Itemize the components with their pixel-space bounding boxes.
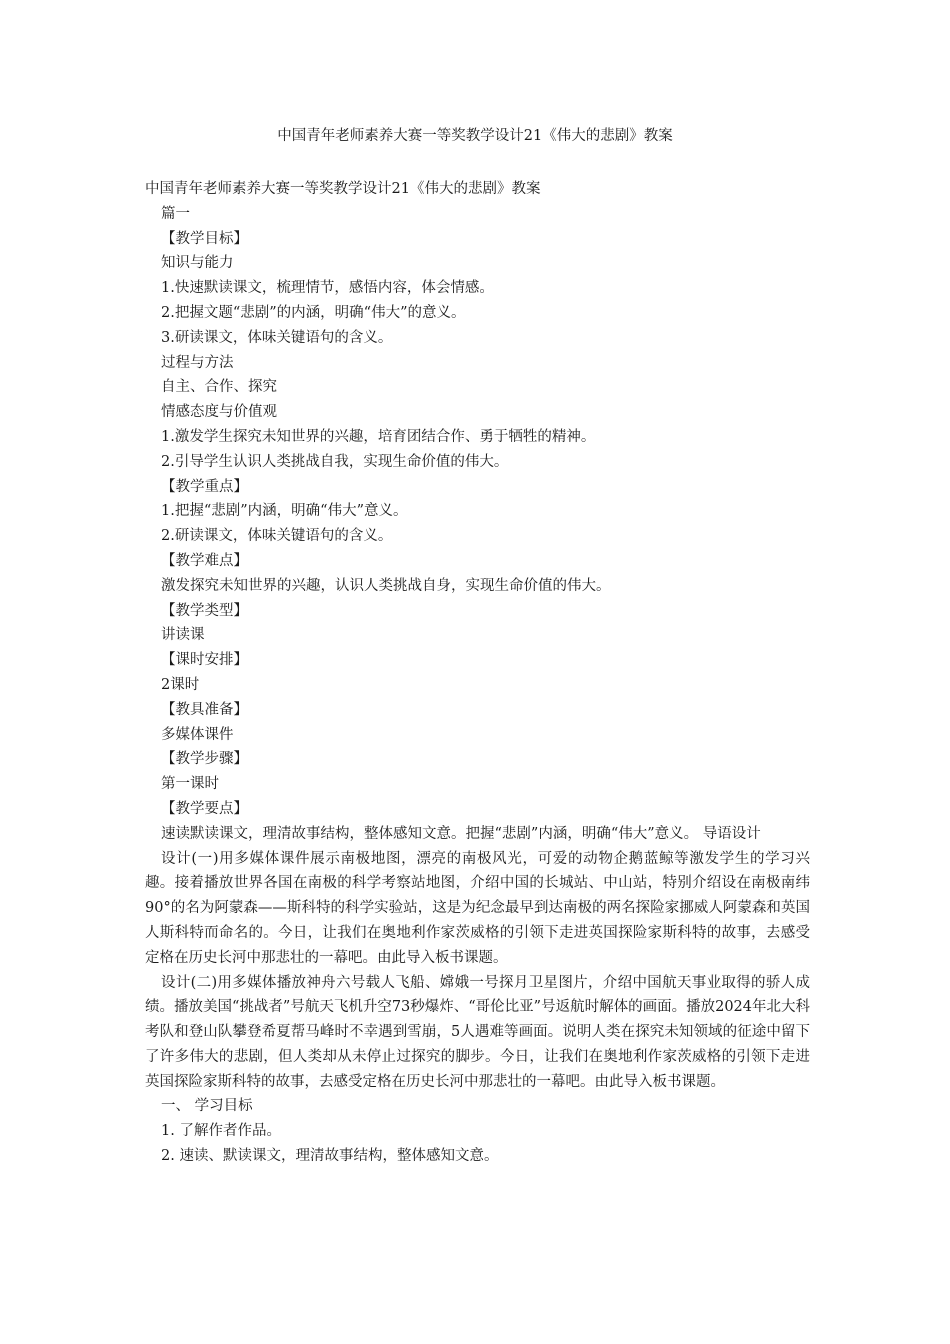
body-line: 过程与方法 [161,354,234,371]
body-line: 篇一 [161,205,190,222]
body-line: 1.把握“悲剧”内涵，明确“伟大”意义。 [161,503,408,520]
body-line: 2课时 [161,676,200,693]
section-heading: 【教学目标】 [161,230,248,247]
section-heading: 【教学难点】 [161,552,248,569]
body-line: 1.激发学生探究未知世界的兴趣，培育团结合作、勇于牺牲的精神。 [161,428,596,445]
body-line: 讲读课 [161,627,205,644]
body-paragraph: 设计(一)用多媒体课件展示南极地图，漂亮的南极风光，可爱的动物企鹅蓝鲸等激发学生的学习兴趣。接着播放世界各国在南极的科学考察站地图，介绍中国的长城站、中山站，特别介绍设在南极南纬90°的名为阿蒙森——斯科特的科学实验站，这是为纪念最早到达南极的两名探险家挪威人阿蒙森和英国人斯科特而命名的。今日，让我们在奥地利作家茨威格的引领下走进英国探险家斯科特的故事，去感受定格在历史长河中那悲壮的一幕吧。由此导入板书课题。 [145,850,810,966]
section-heading: 【教学类型】 [161,602,248,619]
body-line: 自主、合作、探究 [161,379,277,396]
body-line: 2.研读课文，体味关键语句的含义。 [161,528,393,545]
body-line: 2. 速读、默读课文，理清故事结构，整体感知文意。 [161,1148,499,1165]
document-title: 中国青年老师素养大赛一等奖教学设计21《伟大的悲剧》教案 [277,128,673,144]
section-heading: 【教学要点】 [161,800,248,817]
section-heading: 【教具准备】 [161,701,248,718]
body-line: 知识与能力 [161,255,234,272]
body-line: 2.引导学生认识人类挑战自我，实现生命价值的伟大。 [161,453,509,470]
section-heading: 【教学步骤】 [161,751,248,768]
section-heading: 【教学重点】 [161,478,248,495]
body-line: 一、 学习目标 [161,1098,253,1115]
body-line: 1.快速默读课文，梳理情节，感悟内容，体会情感。 [161,280,494,297]
document-body [145,177,810,1169]
body-paragraph: 速读默读课文，理清故事结构，整体感知文意。把握“悲剧”内涵，明确“伟大”意义。 导语设计 [161,825,761,842]
body-line: 第一课时 [161,776,219,793]
body-line: 多媒体课件 [161,726,234,743]
body-line: 激发探究未知世界的兴趣，认识人类挑战自身，实现生命价值的伟大。 [161,577,611,594]
body-heading: 中国青年老师素养大赛一等奖教学设计21《伟大的悲剧》教案 [145,181,541,197]
body-line: 2.把握文题“悲剧”的内涵，明确“伟大”的意义。 [161,304,466,321]
body-line: 情感态度与价值观 [161,404,277,421]
body-line: 3.研读课文，体味关键语句的含义。 [161,329,393,346]
section-heading: 【课时安排】 [161,652,248,669]
body-paragraph: 设计(二)用多媒体播放神舟六号载人飞船、嫦娥一号探月卫星图片，介绍中国航天事业取得的骄人成绩。播放美国“挑战者”号航天飞机升空73秒爆炸、“哥伦比亚”号返航时解体的画面。播放2024年北大科考队和登山队攀登希夏帮马峰时不幸遇到雪崩，5人遇难等画面。说明人类在探究未知领域的征途中留下了许多伟大的悲剧，但人类却从未停止过探究的脚步。今日，让我们在奥地利作家茨威格的引领下走进英国探险家斯科特的故事，去感受定格在历史长河中那悲壮的一幕吧。由此导入板书课题。 [145,974,810,1090]
body-line: 1. 了解作者作品。 [161,1123,281,1140]
